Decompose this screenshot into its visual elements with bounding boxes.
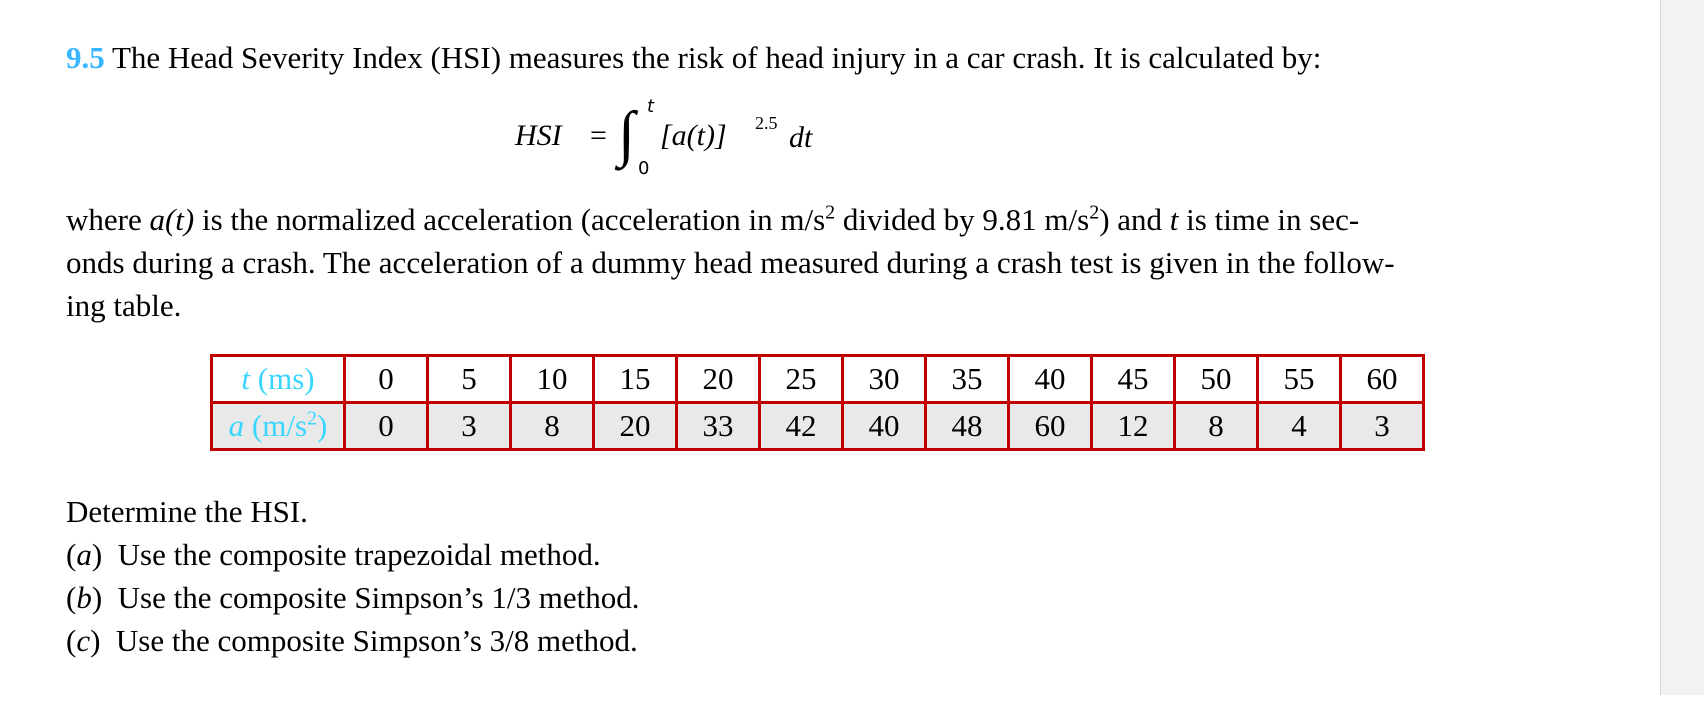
table-cell: 20: [677, 356, 760, 403]
table-header-time: t (ms): [212, 356, 345, 403]
table-cell: 35: [926, 356, 1009, 403]
table-cell: 60: [1009, 403, 1092, 450]
table-cell: 12: [1092, 403, 1175, 450]
table-cell: 0: [345, 403, 428, 450]
where-text: where: [66, 202, 150, 237]
para-text-1: is the normalized acceleration (acceleration in m/s: [202, 202, 826, 237]
integral-sign: ∫: [618, 100, 635, 168]
para-text-2: divided by 9.81 m/s: [835, 202, 1090, 237]
table-row-time: [212, 356, 1424, 403]
integral-lower-limit: 0: [638, 158, 650, 179]
superscript-2a: 2: [825, 201, 836, 224]
table-cell: 3: [1341, 403, 1424, 450]
hsi-equation: [500, 96, 840, 186]
table-cell: 40: [843, 403, 926, 450]
table-cell: 50: [1175, 356, 1258, 403]
acceleration-table: [210, 354, 1425, 451]
table-cell: 8: [511, 403, 594, 450]
problem-number: 9.5: [66, 40, 105, 75]
table-header-acceleration: a $(m/s^2)$: [212, 403, 345, 450]
question-text: Determine the HSI.: [66, 494, 308, 529]
table-cell: 33: [677, 403, 760, 450]
table-cell: 15: [594, 356, 677, 403]
integral-upper-limit: t: [647, 96, 655, 117]
a-of-t: a(t): [149, 202, 195, 237]
table-cell: 55: [1258, 356, 1341, 403]
para-text-4: is time in sec-: [1178, 202, 1360, 237]
part-c: (c) Use the composite Simpson’s 3/8 method.: [66, 623, 638, 658]
table-cell: 25: [760, 356, 843, 403]
side-scroll-panel[interactable]: [1660, 0, 1704, 695]
paragraph-line-2: onds during a crash. The acceleration of a dummy head measured during a crash test is given in the follow-: [66, 245, 1395, 280]
equation-exponent: 2.5: [755, 113, 778, 133]
table-cell: 60: [1341, 356, 1424, 403]
equation-integrand: [a(t)]: [660, 119, 727, 152]
para-text-3: ) and: [1099, 202, 1170, 237]
table-cell: 10: [511, 356, 594, 403]
equation-differential: dt: [789, 121, 813, 154]
t-variable: t: [1169, 202, 1179, 237]
table-cell: 45: [1092, 356, 1175, 403]
table-cell: 3: [428, 403, 511, 450]
table-cell: 5: [428, 356, 511, 403]
superscript-2b: 2: [1089, 201, 1100, 224]
table-cell: 0: [345, 356, 428, 403]
table-cell: 42: [760, 403, 843, 450]
table-cell: 40: [1009, 356, 1092, 403]
paragraph-line-1: [66, 198, 1359, 242]
part-a: (a) Use the composite trapezoidal method.: [66, 537, 601, 572]
equation-equals: =: [590, 119, 607, 152]
table-cell: 20: [594, 403, 677, 450]
problem-intro: The Head Severity Index (HSI) measures the risk of head injury in a car crash. It is calculated by:: [111, 40, 1322, 75]
table-cell: 8: [1175, 403, 1258, 450]
part-b: (b) Use the composite Simpson’s 1/3 method.: [66, 580, 640, 615]
table-cell: 48: [926, 403, 1009, 450]
equation-lhs: HSI: [515, 119, 562, 152]
problem-intro-line: [66, 36, 1321, 80]
table-cell: 30: [843, 356, 926, 403]
table-row-acceleration: [212, 403, 1424, 450]
table-cell: 4: [1258, 403, 1341, 450]
paragraph-line-3: ing table.: [66, 288, 182, 323]
